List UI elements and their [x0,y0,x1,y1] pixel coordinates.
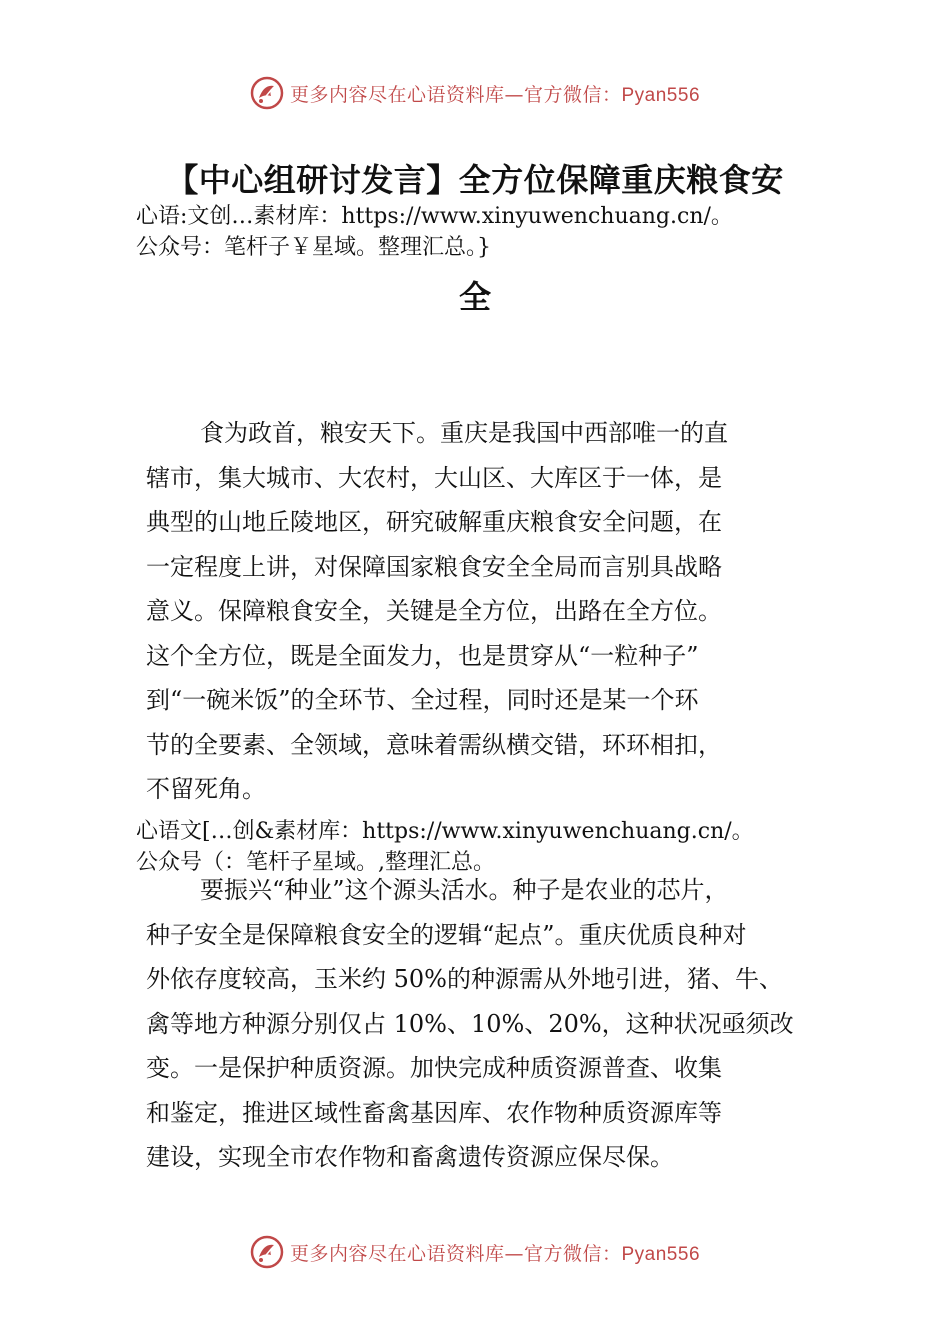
banner-wechat-label: 官方微信： [523,1242,622,1265]
source-note-2-line-1: 心语文[…创&素材库：https://www.xinyuwenchuang.cn/。 [136,819,754,844]
paragraph-1 [146,411,836,812]
paragraph-1-line: 节的全要素、全领域，意味着需纵横交错，环环相扣， [146,730,722,759]
banner-text-group [290,80,700,107]
paragraph-1-line: 意义。保障粮食安全，关键是全方位，出路在全方位。 [146,597,722,625]
red-circle-logo-icon [250,1235,284,1269]
banner-wechat-id: Pyan556 [621,84,701,106]
paragraph-1-line: 不留死角。 [146,775,266,803]
source-note-2-line-2: 公众号（：笔杆子星域。,整理汇总。 [136,850,495,875]
source-note-1-line-2: 公众号：笔杆子￥星域。整理汇总。} [136,235,491,260]
red-circle-logo-icon [250,76,284,110]
footer-banner [0,1232,950,1272]
paragraph-1-line: 到“一碗米饭”的全环节、全过程，同时还是某一个环 [146,686,699,714]
paragraph-2-line: 变。一是保护种质资源。加快完成种质资源普查、收集 [146,1054,722,1082]
header-banner [0,73,950,113]
source-note-1-line-1: 心语:文创…素材库：https://www.xinyuwenchuang.cn/。 [136,204,733,229]
paragraph-1-line: 这个全方位，既是全面发力，也是贯穿从“一粒种子” [146,641,699,670]
document-title-continued: 全 [458,278,491,316]
paragraph-1-line: 辖市，集大城市、大农村，大山区、大库区于一体，是 [146,463,722,492]
paragraph-1-line: 一定程度上讲，对保障国家粮食安全全局而言别具战略 [146,552,722,581]
banner-wechat-label: 官方微信： [523,83,622,106]
paragraph-2-line: 禽等地方种源分别仅占 10%、10%、20%，这种状况亟须改 [146,1009,794,1038]
document-title: 【中心组研讨发言】全方位保障重庆粮食安 [166,161,784,199]
banner-title: 更多内容尽在心语资料库 [289,83,505,106]
banner-separator: — [504,1242,524,1265]
paragraph-1-line: 食为政首，粮安天下。重庆是我国中西部唯一的直 [200,419,728,447]
paragraph-2-line: 和鉴定，推进区域性畜禽基因库、农作物种质资源库等 [146,1098,722,1127]
paragraph-2-line: 种子安全是保障粮食安全的逻辑“起点”。重庆优质良种对 [146,920,747,949]
banner-separator: — [504,83,524,106]
banner-title: 更多内容尽在心语资料库 [289,1242,505,1265]
paragraph-2-line: 外依存度较高，玉米约 50%的种源需从外地引进，猪、牛、 [146,965,783,993]
source-note-1 [136,201,733,263]
paragraph-1-line: 典型的山地丘陵地区，研究破解重庆粮食安全问题，在 [146,508,722,536]
paragraph-2-line: 要振兴“种业”这个源头活水。种子是农业的芯片， [200,876,729,904]
banner-text-group [290,1239,700,1266]
paragraph-2-line: 建设，实现全市农作物和畜禽遗传资源应保尽保。 [146,1143,674,1171]
paragraph-2 [146,868,836,1180]
banner-wechat-id: Pyan556 [621,1243,701,1265]
